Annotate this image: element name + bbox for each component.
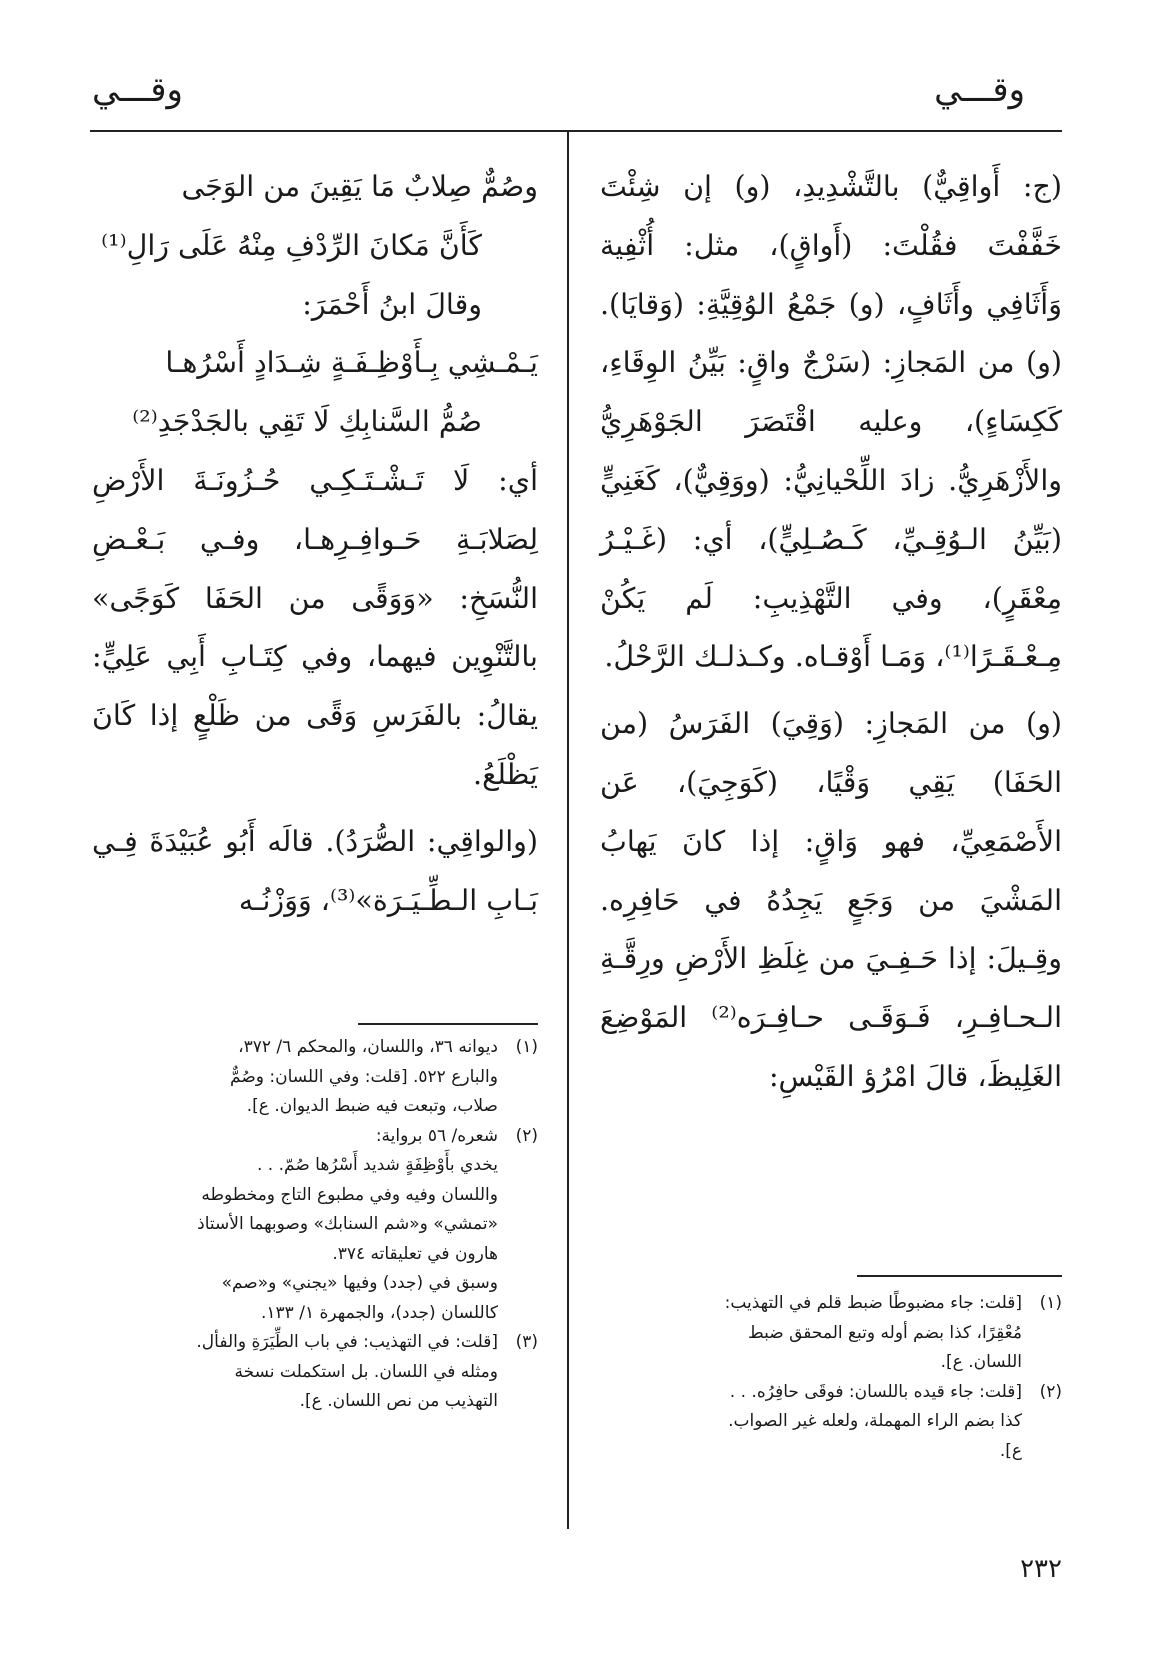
left-paragraph-2: (والواقِي: الصُّرَدُ). قالَه أَبُو عُبَيْدَةَ فِـي بَـابِ الـطِّـيَـرَة»⁽³⁾، وَوَزْنُـه <box>92 824 538 917</box>
footnote-right-1 <box>600 1289 1062 1378</box>
footnote-left-3 <box>92 1328 538 1417</box>
running-header-right: وقـــي <box>934 70 1025 110</box>
footnote-number: (٢) <box>515 1125 538 1146</box>
footnote-line: ديوانه ٣٦، واللسان، والمحكم ٦/ ٣٧٢، <box>238 1037 498 1057</box>
left-column <box>92 158 538 930</box>
footnote-line: وسبق في (جدد) وفيها «يجني» و«صم» <box>221 1273 498 1293</box>
footnote-number: (٢) <box>1039 1381 1062 1402</box>
footnote-line: [قلت: في التهذيب: في باب الطِّيَرَةِ والفأل. <box>196 1332 498 1352</box>
running-header-left: وقـــي <box>92 70 183 110</box>
footnote-rule-left <box>358 1023 538 1025</box>
footnote-line: «تمشي» و«شم السنابك» وصوبهما الأستاذ <box>197 1214 498 1234</box>
left-paragraph-1: أي: لَا تَـشْـتَـكِـي حُـزُونَـةَ الأَرْضِ لِصَلابَـةِ حَـوافِـرِهـا، وفـي بَـعْـضِ النُّسَخِ: «وَوَقًى من الحَفَا كَوَجًى» بالتَّنْوِين فيهما، وفي كِتَـابِ أَبِي عَلِيٍّ: يقالُ: بالفَرَسِ وَقًى من ظَلْعٍ إذا كَانَ يَظْلَعُ. <box>92 463 538 791</box>
footnote-line: اللسان. ع]. <box>940 1352 1022 1372</box>
footnote-line: مُعْقِرًا، كذا بضم أوله وتبع المحقق ضبط <box>748 1322 1022 1343</box>
footnote-number: (١) <box>515 1037 538 1057</box>
footnote-line: التهذيب من نص اللسان. ع]. <box>299 1391 498 1411</box>
footnote-line: [قلت: جاء قيده باللسان: فوقَى حافِرُه. . . <box>729 1381 1022 1402</box>
verse-line-2: كَأَنَّ مَكانَ الرِّدْفِ مِنْهُ عَلَى رَالِ⁽¹⁾ <box>101 228 482 262</box>
footnote-right-2 <box>600 1378 1062 1467</box>
footnote-rule-right <box>857 1275 1062 1277</box>
footnote-line: كذا بضم الراء المهملة، ولعله غير الصواب. <box>728 1411 1022 1431</box>
verse-line-1: وصُمٌّ صِلابٌ مَا يَقِينَ من الوَجَى <box>181 170 538 203</box>
column-divider <box>567 131 569 1529</box>
footnote-line: كاللسان (جدد)، والجمهرة ١/ ١٣٣. <box>260 1302 498 1323</box>
footnote-line: يخدي بأَوْظِفَةٍ شديد أَسْرُها صُمّ. . . <box>257 1155 498 1175</box>
right-column <box>600 158 1062 1107</box>
header-rule <box>90 130 1062 132</box>
footnote-left-2 <box>92 1122 538 1329</box>
footnotes-left <box>92 1033 538 1417</box>
right-paragraph-2: (و) من المَجازِ: (وَقِيَ) الفَرَسُ (من الحَفَا) يَقِي وَقْيًا، (كَوَجِيَ)، عَن الأَصْمَعِيِّ، فهو وَاقٍ: إذا كانَ يَهابُ المَشْيَ من وَجَعٍ يَجِدُهُ في حَافِرِه. وقِـيلَ: إذا حَـفِـيَ من غِلَظِ الأَرْضِ ورِقَّـةِ الـحـافِـرِ، فَـوَقَـى حـافِـرَه⁽²⁾ المَوْضِعَ الغَلِيظَ، قالَ امْرُؤ القَيْسِ: <box>600 707 1062 1093</box>
footnote-line: [قلت: جاء مضبوطًا ضبط قلم في التهذيب: <box>724 1293 1022 1313</box>
verse-intro-line: وقالَ ابنُ أَحْمَرَ: <box>302 287 482 321</box>
footnote-line: صلاب، وتبعت فيه ضبط الديوان. ع]. <box>246 1096 498 1116</box>
footnote-line: شعره/ ٥٦ برواية: <box>375 1125 498 1146</box>
footnote-line: ومثله في اللسان. بل استكملت نسخة <box>234 1361 498 1382</box>
footnote-left-1 <box>92 1033 538 1122</box>
footnote-number: (٣) <box>515 1332 538 1352</box>
page-number: ٢٣٢ <box>1020 1554 1062 1584</box>
right-paragraph-1: (ج: أَواقِيٌّ) بالتَّشْدِيدِ، (و) إن شِئْتَ خَفَّفْتَ فقُلْتَ: (أَواقٍ)، مثل: أُثْفِية وَأَثَافِي وأَثَافٍ، (و) جَمْعُ الوُقِيَّةِ: (وَقايَا). (و) من المَجازِ: (سَرْجٌ واقٍ: بَيِّنُ الوِقَاءِ، كَكِسَاءٍ)، وعليه اقْتَصَرَ الجَوْهَرِيُّ والأَزْهَرِيُّ. زادَ اللِّحْيانِيُّ: (ووَقِيٌّ)، كَغَنِيٍّ (بَيِّنُ الـوُقِـيِّ، كَـصُـلِيٍّ)، أي: (غَـيْـرُ مِعْقَرٍ)، وفي التَّهْذِيبِ: لَم يَكُنْ مِـعْـقَـرًا⁽¹⁾، وَمَـا أَوْقـاه. وكـذلـك الرَّحْلُ. <box>600 170 1062 674</box>
footnote-line: هارون في تعليقاته ٣٧٤. <box>332 1243 498 1264</box>
footnote-line: واللسان وفيه وفي مطبوع التاج ومخطوطه <box>201 1184 498 1205</box>
footnote-line: والبارع ٥٢٢. [قلت: وفي اللسان: وصُمٌّ <box>230 1066 498 1087</box>
footnote-number: (١) <box>1039 1293 1062 1313</box>
footnotes-right <box>600 1289 1062 1466</box>
verse-line-3: يَـمْـشِي بِـأَوْظِـفَـةٍ شِـدَادٍ أَسْرُهـا <box>165 346 538 380</box>
verse-line-4: صُمُّ السَّنابِكِ لَا تَقِي بالجَدْجَدِ⁽²⁾ <box>132 405 482 439</box>
footnote-line: ع]. <box>999 1440 1022 1461</box>
